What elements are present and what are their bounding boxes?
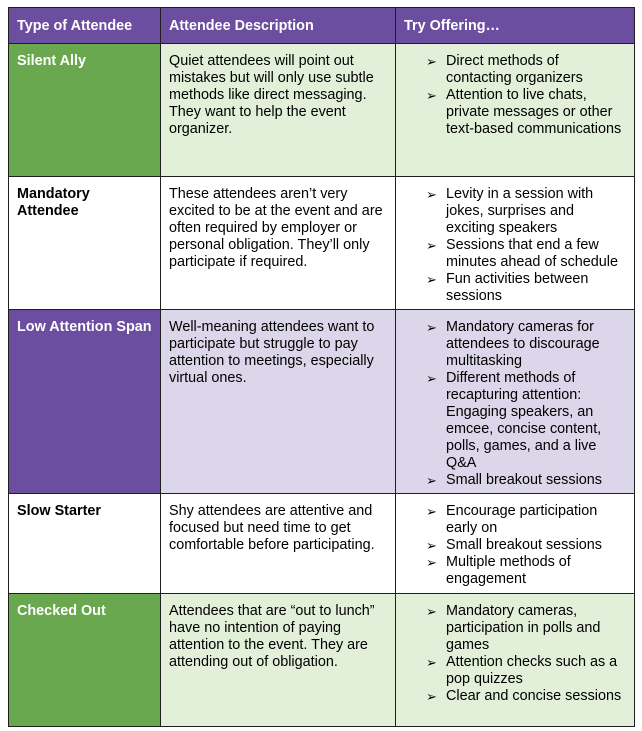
arrowhead-bullet-icon: ➢ xyxy=(426,555,437,570)
arrowhead-bullet-icon: ➢ xyxy=(426,689,437,704)
arrowhead-bullet-icon: ➢ xyxy=(426,272,437,287)
try-offering-cell xyxy=(396,310,635,494)
offer-item xyxy=(426,186,626,237)
arrowhead-bullet-icon: ➢ xyxy=(426,54,437,69)
arrowhead-bullet-icon: ➢ xyxy=(426,538,437,553)
offer-item xyxy=(426,237,626,271)
offer-item xyxy=(426,688,626,705)
offer-item xyxy=(426,370,626,472)
offer-text: Encourage participation early on xyxy=(446,503,598,536)
table-row xyxy=(9,177,635,310)
header-attendee-description: Attendee Description xyxy=(161,8,396,44)
offer-item xyxy=(426,554,626,588)
attendee-type-cell: Checked Out xyxy=(9,594,161,727)
offer-item xyxy=(426,319,626,370)
try-offering-cell xyxy=(396,44,635,177)
try-offering-cell xyxy=(396,177,635,310)
offer-list xyxy=(404,186,626,305)
offer-item xyxy=(426,53,626,87)
try-offering-cell xyxy=(396,494,635,594)
header-try-offering: Try Offering… xyxy=(396,8,635,44)
offer-text: Mandatory cameras, participation in polls and games xyxy=(446,603,601,653)
offer-text: Small breakout sessions xyxy=(446,472,602,488)
offer-item xyxy=(426,271,626,305)
offer-item xyxy=(426,87,626,138)
try-offering-cell xyxy=(396,594,635,727)
offer-item xyxy=(426,537,626,554)
attendee-description-cell: Attendees that are “out to lunch” have no intention of paying attention to the event. They are attending out of obligation. xyxy=(161,594,396,727)
attendee-description-cell: Shy attendees are attentive and focused but need time to get comfortable before participating. xyxy=(161,494,396,594)
offer-text: Mandatory cameras for attendees to discourage multitasking xyxy=(446,319,600,369)
offer-item xyxy=(426,503,626,537)
offer-text: Levity in a session with jokes, surprises and exciting speakers xyxy=(446,186,594,236)
offer-text: Multiple methods of engagement xyxy=(446,554,571,587)
attendee-type-cell: Mandatory Attendee xyxy=(9,177,161,310)
offer-text: Attention checks such as a pop quizzes xyxy=(446,654,618,687)
offer-item xyxy=(426,654,626,688)
attendee-description-cell: Well-meaning attendees want to participate but struggle to pay attention to meetings, especially virtual ones. xyxy=(161,310,396,494)
offer-list xyxy=(404,319,626,489)
offer-text: Different methods of recapturing attention: Engaging speakers, an emcee, concise content, polls, games, and a live Q&A xyxy=(446,370,602,471)
offer-text: Fun activities between sessions xyxy=(446,271,589,304)
table-row xyxy=(9,494,635,594)
arrowhead-bullet-icon: ➢ xyxy=(426,473,437,488)
arrowhead-bullet-icon: ➢ xyxy=(426,655,437,670)
arrowhead-bullet-icon: ➢ xyxy=(426,320,437,335)
attendee-description-cell: Quiet attendees will point out mistakes but will only use subtle methods like direct messaging. They want to help the event organizer. xyxy=(161,44,396,177)
arrowhead-bullet-icon: ➢ xyxy=(426,604,437,619)
offer-text: Direct methods of contacting organizers xyxy=(446,53,583,86)
offer-list xyxy=(404,603,626,705)
attendee-type-cell: Low Attention Span xyxy=(9,310,161,494)
offer-item xyxy=(426,472,626,489)
arrowhead-bullet-icon: ➢ xyxy=(426,88,437,103)
arrowhead-bullet-icon: ➢ xyxy=(426,238,437,253)
offer-item xyxy=(426,603,626,654)
table-row xyxy=(9,310,635,494)
offer-text: Attention to live chats, private messages or other text-based communications xyxy=(446,87,622,137)
offer-text: Clear and concise sessions xyxy=(446,688,622,704)
arrowhead-bullet-icon: ➢ xyxy=(426,371,437,386)
table-header-row xyxy=(9,8,635,44)
attendee-type-cell: Slow Starter xyxy=(9,494,161,594)
attendee-table-container xyxy=(8,7,634,727)
attendee-types-table xyxy=(8,7,635,727)
arrowhead-bullet-icon: ➢ xyxy=(426,187,437,202)
offer-text: Sessions that end a few minutes ahead of schedule xyxy=(446,237,619,270)
attendee-type-cell: Silent Ally xyxy=(9,44,161,177)
table-row xyxy=(9,44,635,177)
offer-list xyxy=(404,53,626,138)
attendee-description-cell: These attendees aren’t very excited to be at the event and are often required by employer or personal obligation. They’ll only participate if required. xyxy=(161,177,396,310)
header-type-of-attendee: Type of Attendee xyxy=(9,8,161,44)
table-row xyxy=(9,594,635,727)
arrowhead-bullet-icon: ➢ xyxy=(426,504,437,519)
offer-list xyxy=(404,503,626,588)
offer-text: Small breakout sessions xyxy=(446,537,602,553)
